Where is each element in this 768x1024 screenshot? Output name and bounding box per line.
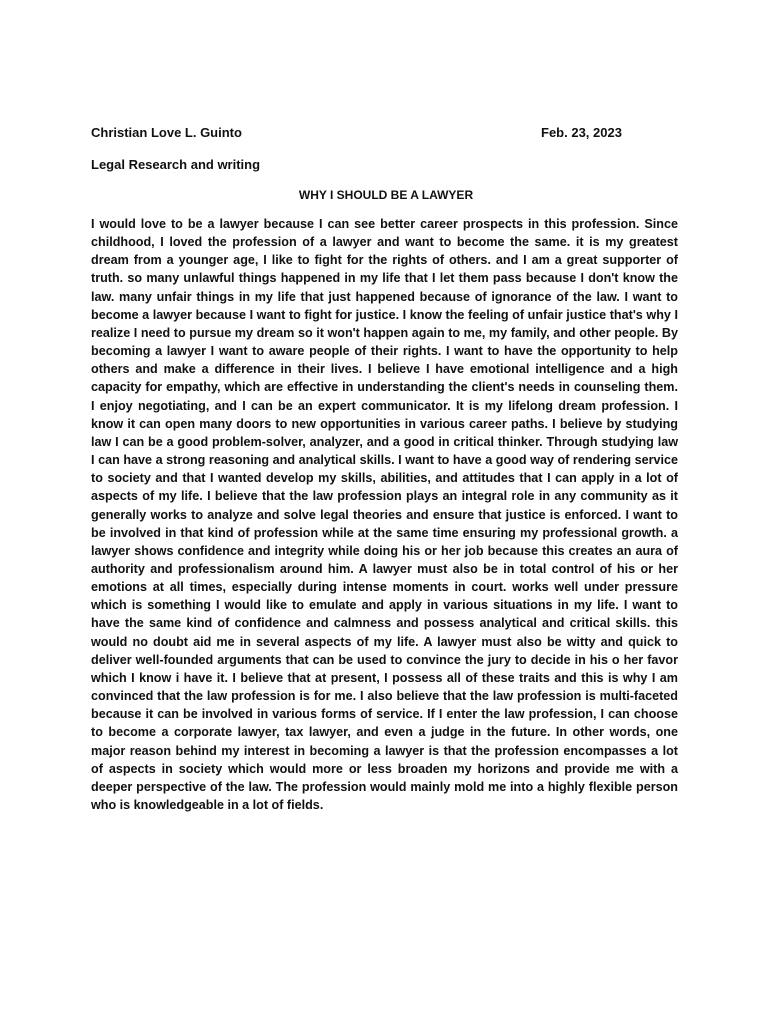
header-row [91,124,681,142]
document-date: Feb. 23, 2023 [541,125,622,140]
essay-body: I would love to be a lawyer because I can see better career prospects in this profession. Since childhood, I loved the profession of a lawyer and want to become the same. it is my greatest dream from a younger age, I like to fight for the rights of others. and I am a great supporter of truth. so many unlawful things happened in my life that I let them pass because I don't know the law. many unfair things in my life that just happened because of ignorance of the law. I want to become a lawyer because I want to fight for justice. I know the feeling of unfair justice that's why I realize I need to pursue my dream so it won't happen again to me, my family, and other people. By becoming a lawyer I want to aware people of their rights. I want to have the opportunity to help others and make a difference in their lives. I believe I have emotional intelligence and a high capacity for empathy, which are effective in understanding the client's needs in counseling them. I enjoy negotiating, and I can be an expert communicator. It is my lifelong dream profession. I know it can open many doors to new opportunities in various career paths. I believe by studying law I can be a good problem-solver, analyzer, and a good in critical thinker. Through studying law I can have a strong reasoning and analytical skills. I want to have a good way of rendering service to society and that I wanted develop my skills, abilities, and attitudes that I can apply in a lot of aspects of my life. I believe that the law profession plays an integral role in any community as it generally works to analyze and solve legal theories and ensure that justice is enforced. I want to be involved in that kind of profession while at the same time ensuring my professional growth. a lawyer shows confidence and integrity while doing his or her job because this creates an aura of authority and professionalism around him. A lawyer must also be in total control of his or her emotions at all times, especially during intense moments in court. works well under pressure which is something I would like to emulate and apply in various situations in my life. I want to have the same kind of confidence and calmness and possess analytical and critical skills. this would no doubt aid me in several aspects of my life. A lawyer must also be witty and quick to deliver well-founded arguments that can be used to convince the jury to decide in his o her favor which I know i have it. I believe that at present, I possess all of these traits and this is why I am convinced that the law profession is for me. I also believe that the law profession is multi-faceted because it can be involved in various forms of service. If I enter the law profession, I can choose to become a corporate lawyer, tax lawyer, and even a judge in the future. In other words, one major reason behind my interest in becoming a lawyer is that the profession encompasses a lot of aspects in society which would more or less broaden my horizons and provide me with a deeper perspective of the law. The profession would mainly mold me into a highly flexible person who is knowledgeable in a lot of fields. [91,217,678,812]
author-name: Christian Love L. Guinto [91,125,242,140]
course-name: Legal Research and writing [91,157,261,172]
essay-title: WHY I SHOULD BE A LAWYER [298,188,474,202]
